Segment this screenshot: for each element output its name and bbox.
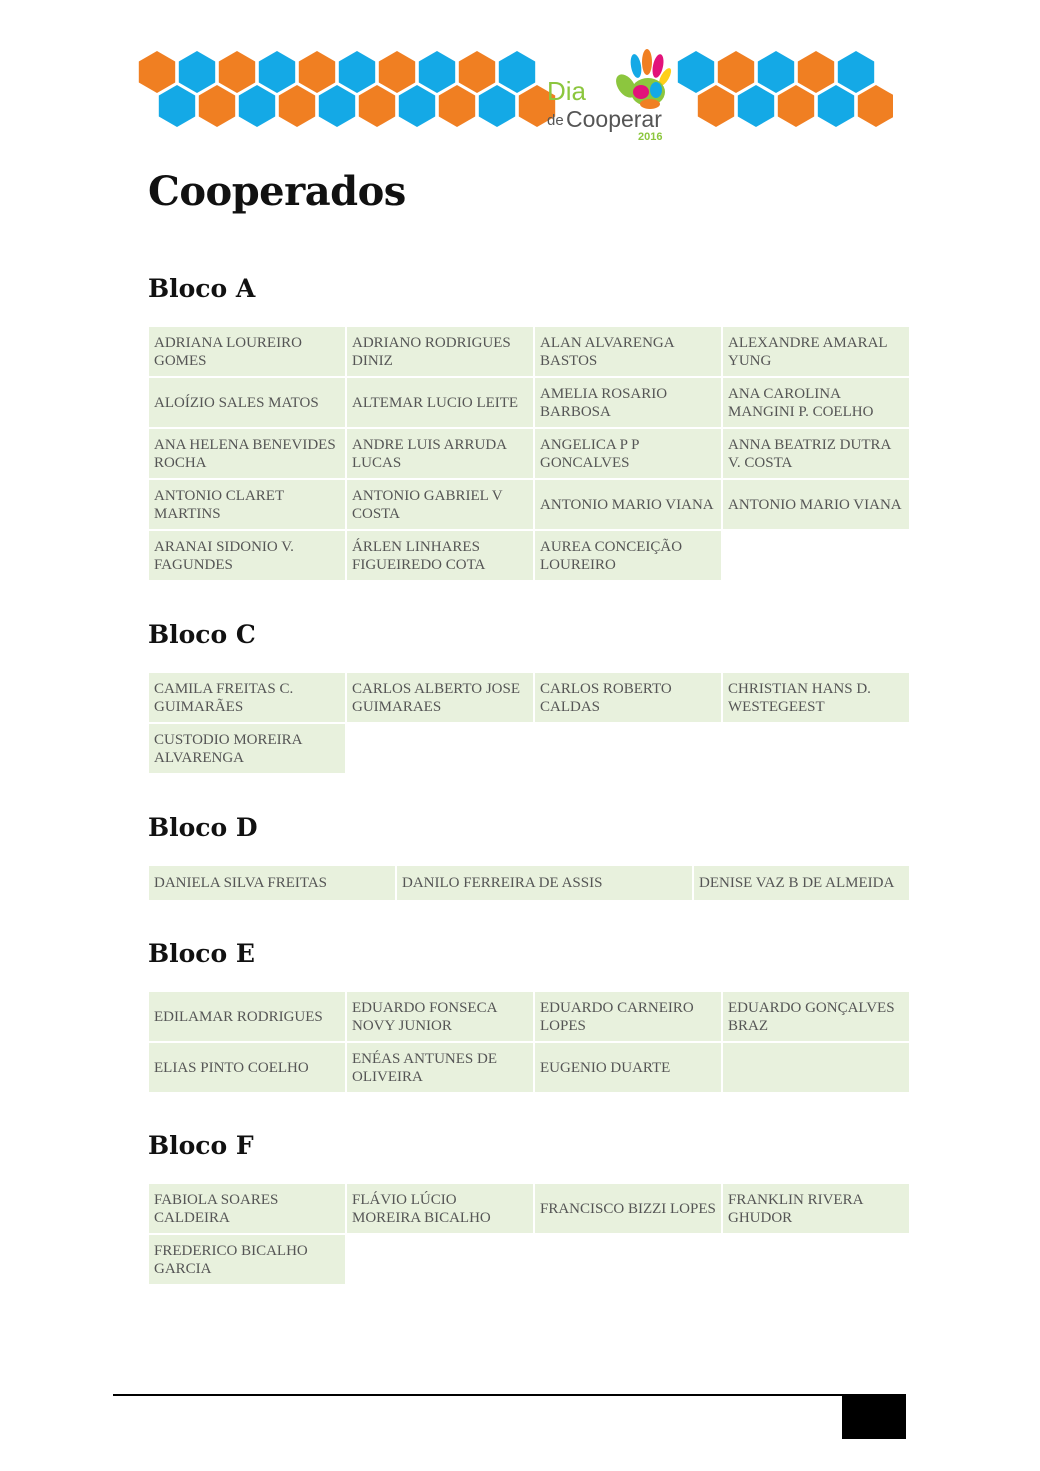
cooperado-cell: ALTEMAR LUCIO LEITE <box>347 378 533 427</box>
bloco-f-table <box>149 1184 911 1284</box>
cooperado-cell: CARLOS ROBERTO CALDAS <box>535 673 721 722</box>
hexagon-shape <box>319 85 355 127</box>
banner-dia-text: Dia <box>547 76 587 106</box>
cooperado-cell: FREDERICO BICALHO GARCIA <box>149 1235 345 1284</box>
bloco-a-heading: Bloco A <box>148 274 256 303</box>
bloco-c-table <box>149 673 911 773</box>
banner-de-text: de <box>547 112 564 129</box>
hexagon-shape <box>698 85 734 127</box>
hexagon-shape <box>359 85 395 127</box>
hand-print-icon <box>612 49 673 109</box>
cooperado-cell: DANILO FERREIRA DE ASSIS <box>397 866 692 900</box>
page-title: Cooperados <box>148 168 406 215</box>
dia-de-cooperar-banner <box>138 48 893 146</box>
cooperado-cell: ANTONIO GABRIEL V COSTA <box>347 480 533 529</box>
cooperado-cell: CUSTODIO MOREIRA ALVARENGA <box>149 724 345 773</box>
cooperado-cell: ALOÍZIO SALES MATOS <box>149 378 345 427</box>
cooperado-cell: DENISE VAZ B DE ALMEIDA <box>694 866 909 900</box>
hexagon-shape <box>778 85 814 127</box>
hexagon-shape <box>798 51 834 93</box>
bloco-a-table <box>149 327 911 580</box>
cooperado-cell: ANTONIO MARIO VIANA <box>723 480 909 529</box>
cooperado-cell: EDUARDO CARNEIRO LOPES <box>535 992 721 1041</box>
cooperado-cell: EUGENIO DUARTE <box>535 1043 721 1092</box>
hexagon-shape <box>299 51 335 93</box>
hexagon-shape <box>818 85 854 127</box>
hexagon-shape <box>499 51 535 93</box>
hexagon-shape <box>439 85 475 127</box>
empty-cell <box>723 531 909 580</box>
hexagon-shape <box>239 85 275 127</box>
cooperado-cell: ARANAI SIDONIO V. FAGUNDES <box>149 531 345 580</box>
hexagon-shape <box>459 51 495 93</box>
hexagon-shape <box>139 51 175 93</box>
cooperado-cell: ENÉAS ANTUNES DE OLIVEIRA <box>347 1043 533 1092</box>
hexagon-shape <box>718 51 754 93</box>
cooperado-cell: EDUARDO GONÇALVES BRAZ <box>723 992 909 1041</box>
hexagon-shape <box>379 51 415 93</box>
cooperado-cell: EDILAMAR RODRIGUES <box>149 992 345 1041</box>
cooperado-cell: ELIAS PINTO COELHO <box>149 1043 345 1092</box>
bloco-d-heading: Bloco D <box>148 813 258 842</box>
hexagon-shape <box>479 85 515 127</box>
cooperado-cell: ALEXANDRE AMARAL YUNG <box>723 327 909 376</box>
cooperado-cell: ALAN ALVARENGA BASTOS <box>535 327 721 376</box>
cooperado-cell: ANNA BEATRIZ DUTRA V. COSTA <box>723 429 909 478</box>
hexagon-shape <box>419 51 455 93</box>
cooperado-cell: DANIELA SILVA FREITAS <box>149 866 395 900</box>
footer-rule <box>113 1394 906 1396</box>
cooperado-cell: CARLOS ALBERTO JOSE GUIMARAES <box>347 673 533 722</box>
hexagon-shape <box>858 85 893 127</box>
hexagon-shape <box>219 51 255 93</box>
bloco-e-heading: Bloco E <box>148 939 255 968</box>
hexagon-shape <box>758 51 794 93</box>
cooperado-cell: ANA HELENA BENEVIDES ROCHA <box>149 429 345 478</box>
hexagon-shape <box>738 85 774 127</box>
cooperado-cell: CAMILA FREITAS C. GUIMARÃES <box>149 673 345 722</box>
hexagon-pattern-right <box>678 51 893 127</box>
hexagon-shape <box>279 85 315 127</box>
banner-cooperar-text: Cooperar <box>566 106 662 132</box>
cooperado-cell: FRANKLIN RIVERA GHUDOR <box>723 1184 909 1233</box>
cooperado-cell: CHRISTIAN HANS D. WESTEGEEST <box>723 673 909 722</box>
cooperado-cell: ANTONIO CLARET MARTINS <box>149 480 345 529</box>
hexagon-shape <box>399 85 435 127</box>
cooperado-cell: EDUARDO FONSECA NOVY JUNIOR <box>347 992 533 1041</box>
bloco-c-heading: Bloco C <box>148 620 256 649</box>
hexagon-shape <box>838 51 874 93</box>
page-number-box <box>842 1396 906 1439</box>
hexagon-shape <box>259 51 295 93</box>
bloco-d-table <box>149 866 911 900</box>
cooperado-cell: AMELIA ROSARIO BARBOSA <box>535 378 721 427</box>
banner-year-text: 2016 <box>638 131 663 143</box>
hexagon-shape <box>678 51 714 93</box>
cooperado-cell: ADRIANA LOUREIRO GOMES <box>149 327 345 376</box>
empty-cell <box>723 1043 909 1092</box>
hexagon-shape <box>159 85 195 127</box>
bloco-e-table <box>149 992 911 1092</box>
cooperado-cell: FLÁVIO LÚCIO MOREIRA BICALHO <box>347 1184 533 1233</box>
hexagon-shape <box>199 85 235 127</box>
cooperado-cell: AUREA CONCEIÇÃO LOUREIRO <box>535 531 721 580</box>
cooperado-cell: ANGELICA P P GONCALVES <box>535 429 721 478</box>
cooperado-cell: ADRIANO RODRIGUES DINIZ <box>347 327 533 376</box>
hexagon-shape <box>179 51 215 93</box>
cooperado-cell: ANTONIO MARIO VIANA <box>535 480 721 529</box>
hexagon-shape <box>339 51 375 93</box>
hexagon-pattern-left <box>139 51 555 127</box>
cooperado-cell: FRANCISCO BIZZI LOPES <box>535 1184 721 1233</box>
cooperado-cell: ANA CAROLINA MANGINI P. COELHO <box>723 378 909 427</box>
cooperado-cell: ANDRE LUIS ARRUDA LUCAS <box>347 429 533 478</box>
cooperado-cell: FABIOLA SOARES CALDEIRA <box>149 1184 345 1233</box>
bloco-f-heading: Bloco F <box>148 1131 254 1160</box>
cooperado-cell: ÁRLEN LINHARES FIGUEIREDO COTA <box>347 531 533 580</box>
